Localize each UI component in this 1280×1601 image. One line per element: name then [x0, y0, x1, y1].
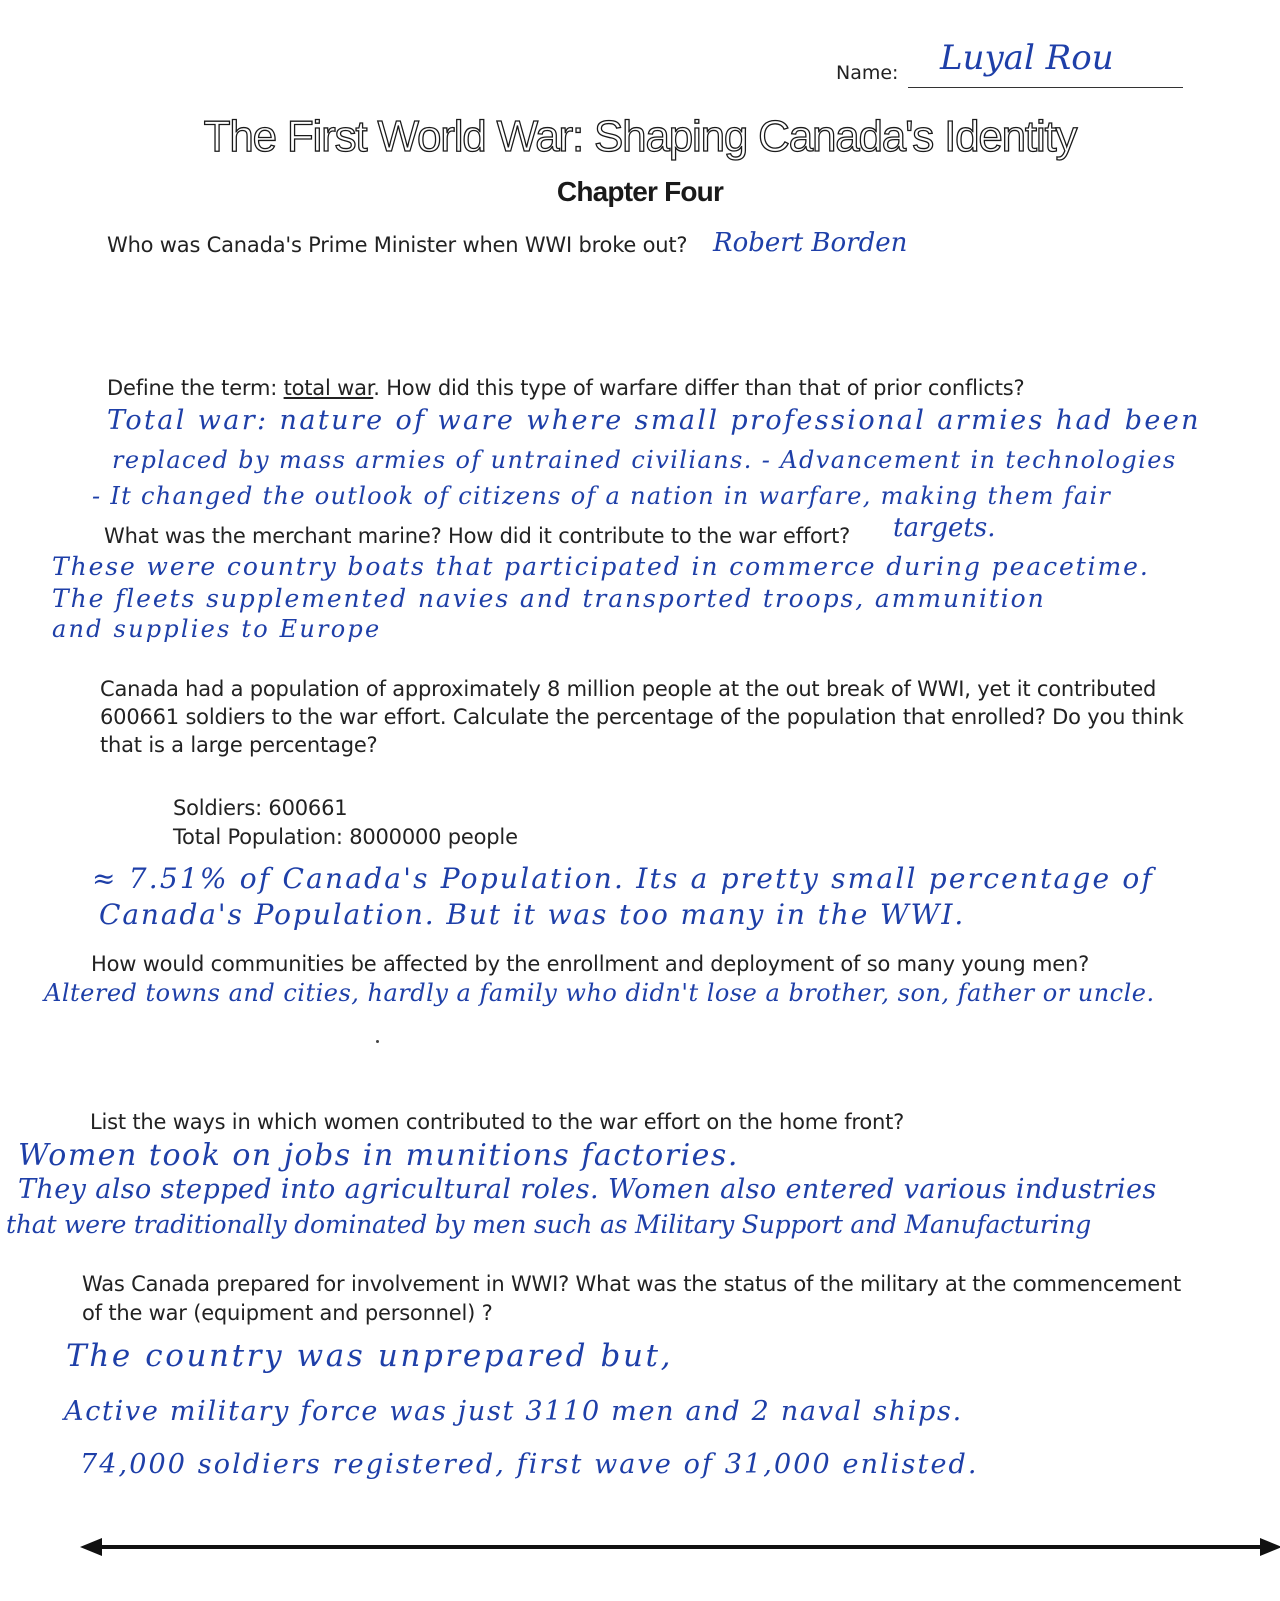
q3-answer-line-3[interactable]: and supplies to Europe — [52, 615, 382, 643]
q3-prompt: What was the merchant marine? How did it contribute to the war effort? — [104, 524, 851, 548]
q4-prompt-line-2: 600661 soldiers to the war effort. Calculate the percentage of the population that enrolled? Do you think — [100, 705, 1184, 729]
q6-prompt: List the ways in which women contributed to the war effort on the home front? — [90, 1110, 905, 1134]
q2-answer-line-2[interactable]: replaced by mass armies of untrained civilians. - Advancement in technologies — [112, 446, 1177, 474]
student-name[interactable]: Luyal Rou — [940, 38, 1114, 78]
q1-prompt: Who was Canada's Prime Minister when WWI broke out? — [107, 233, 688, 257]
rule-right-tip — [1260, 1538, 1280, 1556]
q2-answer-line-4[interactable]: targets. — [893, 513, 996, 543]
q7-prompt-line-2: of the war (equipment and personnel) ? — [82, 1301, 493, 1325]
bottom-rule — [92, 1545, 1272, 1549]
q5-prompt: How would communities be affected by the enrollment and deployment of so many young men? — [91, 952, 1090, 976]
q2-term: total war — [283, 376, 374, 400]
q7-answer-line-2[interactable]: Active military force was just 3110 men and 2 naval ships. — [64, 1396, 963, 1427]
q4-answer-line-2[interactable]: Canada's Population. But it was too many in the WWI. — [99, 898, 966, 931]
q5-answer[interactable]: Altered towns and cities, hardly a family who didn't lose a brother, son, father or uncle. — [44, 979, 1155, 1007]
q7-answer-line-3[interactable]: 74,000 soldiers registered, first wave of 31,000 enlisted. — [80, 1449, 979, 1480]
q6-answer-line-1[interactable]: Women took on jobs in munitions factories. — [18, 1138, 739, 1173]
q3-answer-line-2[interactable]: The fleets supplemented navies and transported troops, ammunition — [52, 584, 1046, 613]
q2-answer-line-3[interactable]: - It changed the outlook of citizens of a nation in warfare, making them fair — [92, 482, 1112, 510]
q4-population: Total Population: 8000000 people — [173, 825, 518, 849]
q1-answer[interactable]: Robert Borden — [713, 228, 908, 258]
q2-answer-line-1[interactable]: Total war: nature of ware where small professional armies had been — [107, 405, 1201, 436]
name-label: Name: — [836, 62, 899, 84]
q4-prompt-line-3: that is a large percentage? — [100, 733, 378, 757]
q7-answer-line-1[interactable]: The country was unprepared but, — [66, 1338, 674, 1374]
name-underline — [908, 87, 1183, 88]
q6-answer-line-3[interactable]: that were traditionally dominated by men such as Military Support and Manufacturing — [6, 1210, 1092, 1239]
stray-dot — [376, 1040, 379, 1043]
q2-prompt-before: Define the term: — [107, 376, 284, 400]
q3-answer-line-1[interactable]: These were country boats that participated in commerce during peacetime. — [52, 552, 1150, 581]
q6-answer-line-2[interactable]: They also stepped into agricultural roles. Women also entered various industries — [18, 1174, 1157, 1205]
q2-prompt-after: . How did this type of warfare differ than that of prior conflicts? — [373, 376, 1025, 400]
chapter-subtitle: Chapter Four — [556, 176, 724, 207]
q2-prompt — [107, 374, 1024, 403]
q7-prompt-line-1: Was Canada prepared for involvement in WWI? What was the status of the military at the commencement — [82, 1272, 1182, 1296]
q4-answer-line-1[interactable]: ≈ 7.51% of Canada's Population. Its a pretty small percentage of — [92, 862, 1155, 895]
q4-prompt-line-1: Canada had a population of approximately 8 million people at the out break of WWI, yet it contributed — [100, 677, 1157, 701]
q4-soldiers: Soldiers: 600661 — [173, 796, 348, 820]
page-title: The First World War: Shaping Canada's Identity — [203, 112, 1077, 161]
